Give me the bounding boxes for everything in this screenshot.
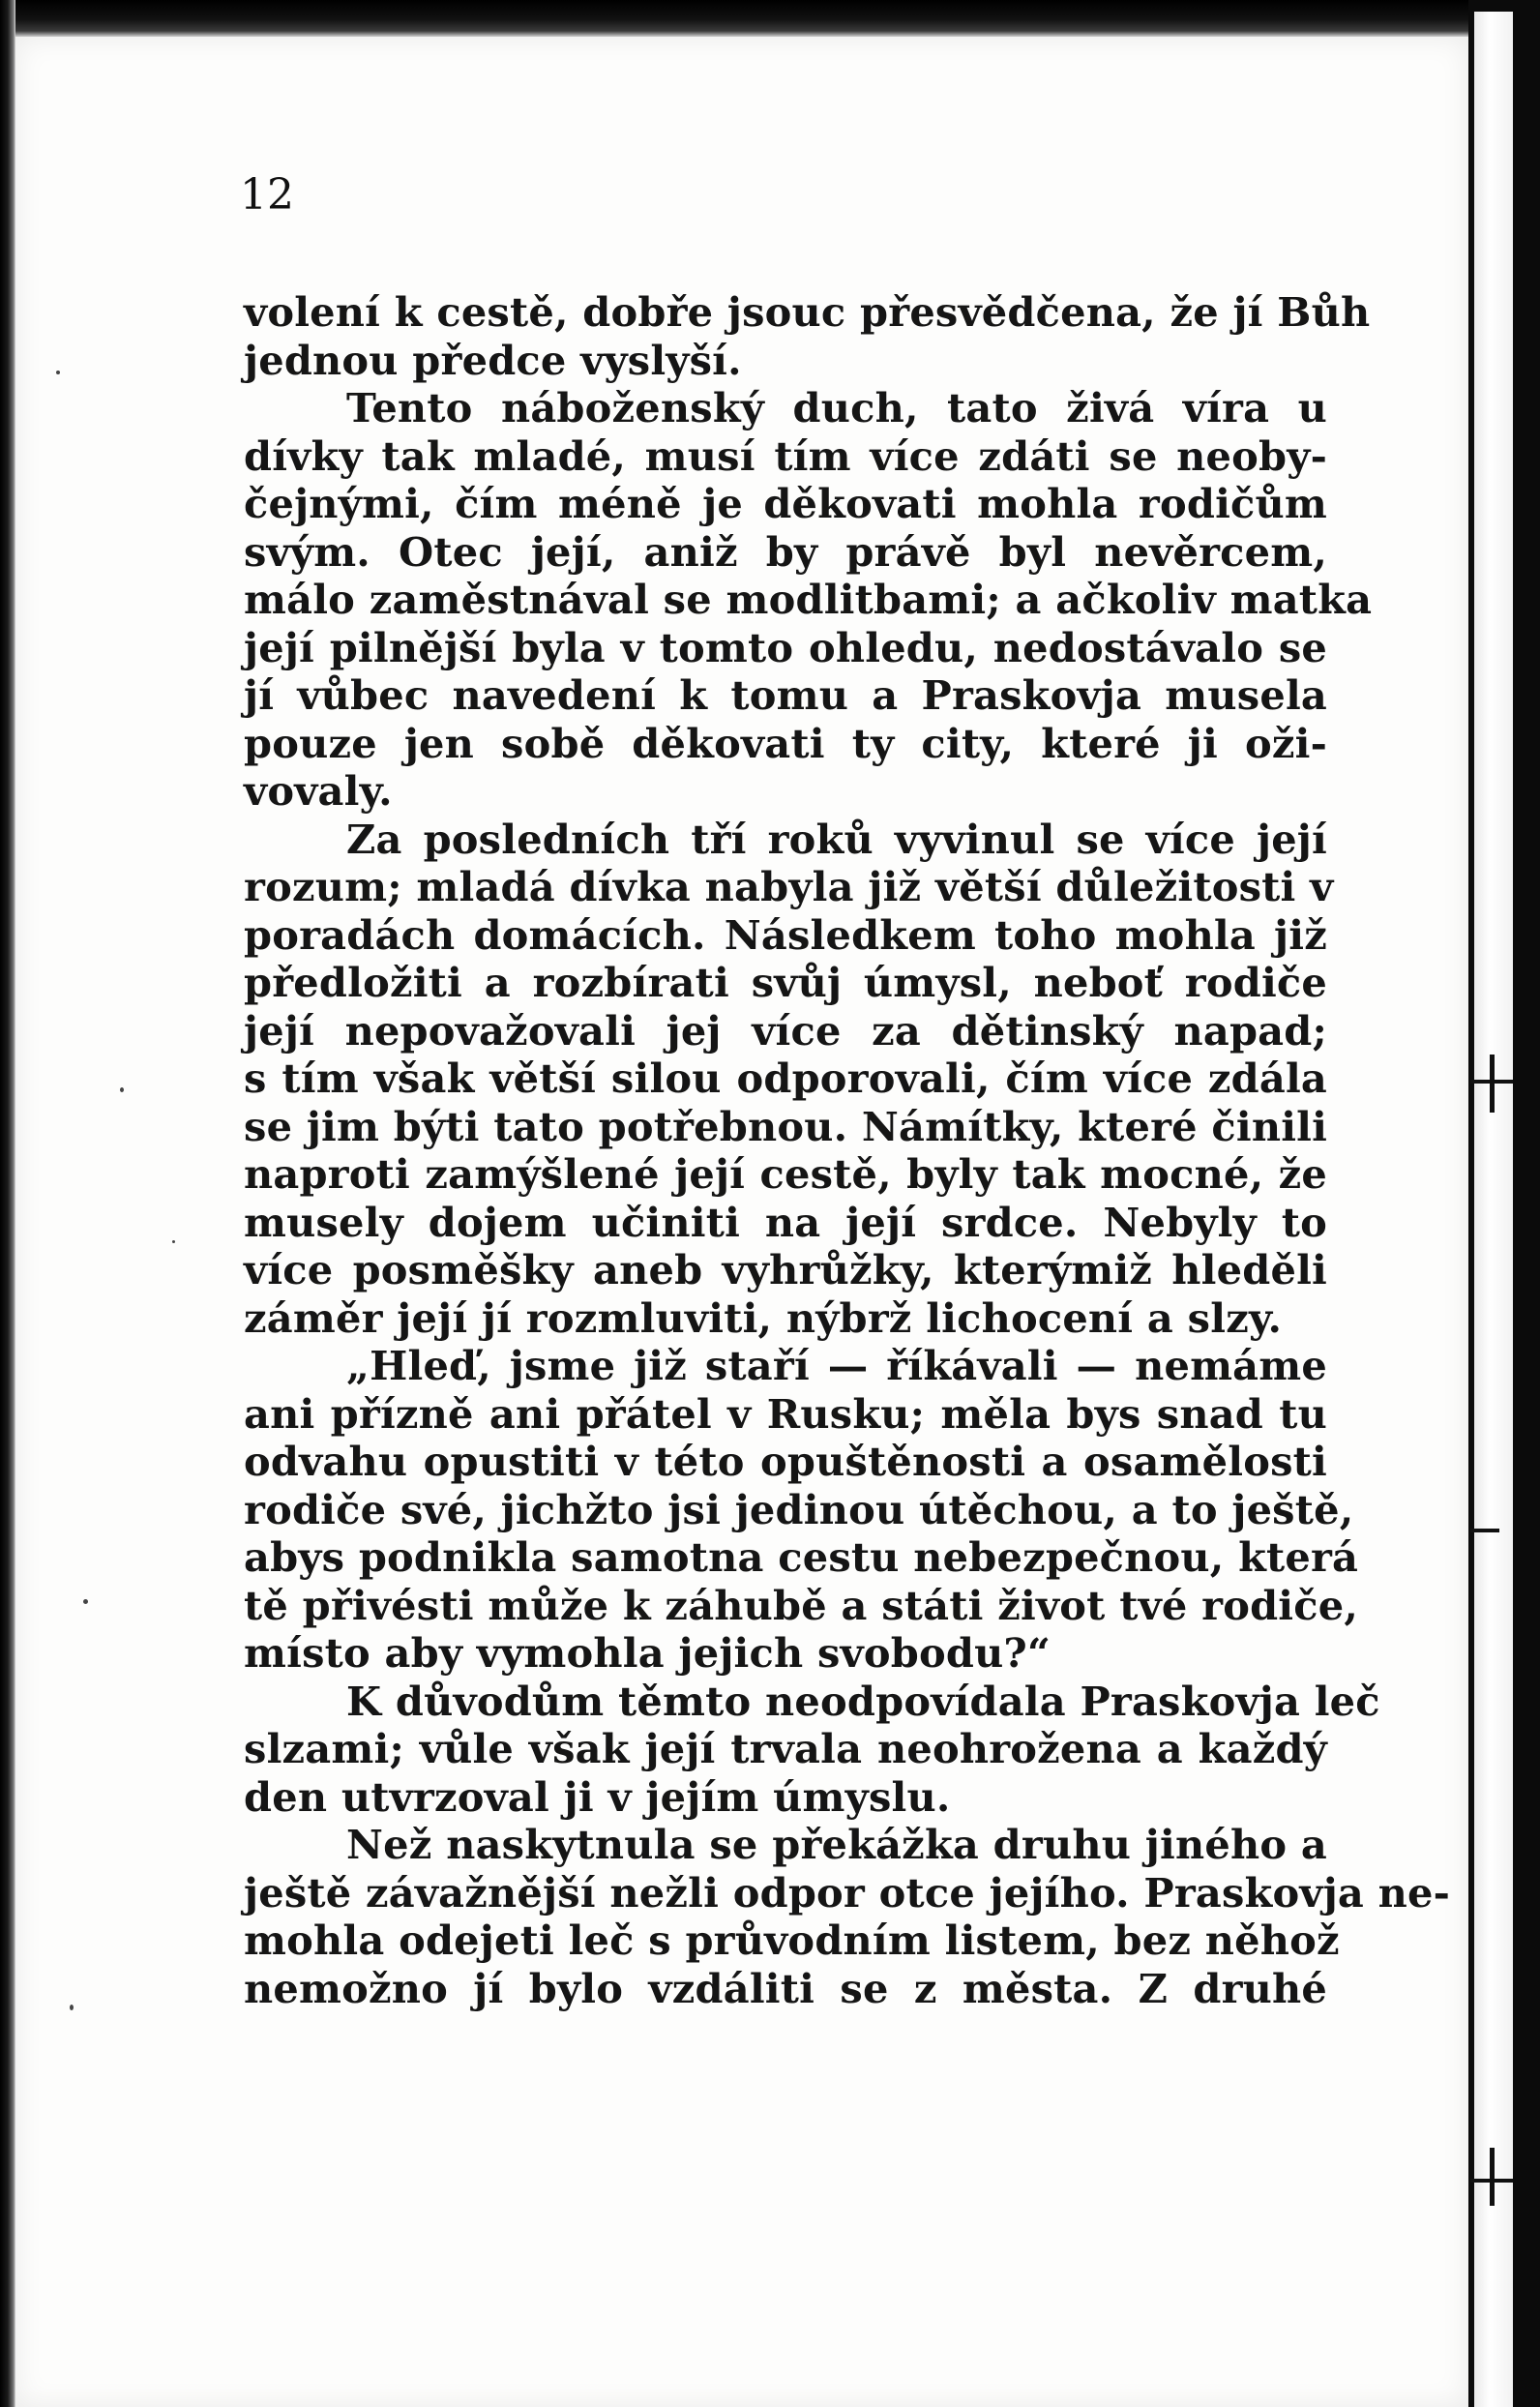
paper-speck (172, 1240, 175, 1243)
text-line: Tento náboženský duch, tato živá víra u (346, 384, 1327, 431)
page-number: 12 (240, 170, 294, 220)
text-line: pouze jen sobě děkovati ty city, které ji oži- (244, 719, 1327, 767)
text-line: jednou předce vyslyší. (244, 336, 742, 384)
text-line: tě přivésti může k záhubě a státi život tvé rodiče, (244, 1581, 1358, 1629)
text-line: abys podnikla samotna cestu nebezpečnou, která (244, 1533, 1359, 1581)
text-line: více posměšky aneb vyhrůžky, kterýmiž hleděli (244, 1246, 1327, 1293)
edge-mark (1490, 2148, 1495, 2206)
text-line: rodiče své, jichžto jsi jedinou útěchou, a to ještě, (244, 1485, 1354, 1533)
text-line: nemožno jí bylo vzdáliti se z města. Z druhé (244, 1964, 1327, 2012)
text-line: Za posledních tří roků vyvinul se více její (346, 815, 1327, 863)
text-line: Než naskytnula se překážka druhu jiného a (346, 1821, 1327, 1868)
paper-speck (83, 1599, 88, 1604)
text-line: záměr její jí rozmluviti, nýbrž lichocení a slzy. (244, 1293, 1283, 1342)
text-line: s tím však větší silou odporovali, čím více zdála (244, 1055, 1327, 1102)
text-line: naproti zamýšlené její cestě, byly tak mocné, že (244, 1150, 1327, 1198)
text-line: vovaly. (244, 767, 393, 815)
text-line: mohla odejeti leč s průvodním listem, bez něhož (244, 1917, 1340, 1964)
text-line: den utvrzoval ji v jejím úmyslu. (244, 1772, 951, 1821)
text-line: svým. Otec její, aniž by právě byl nevěrcem, (244, 527, 1327, 576)
text-line: musely dojem učiniti na její srdce. Nebyly to (244, 1198, 1327, 1246)
text-line: jí vůbec navedení k tomu a Praskovja musela (244, 671, 1327, 719)
paper-speck (120, 1087, 124, 1092)
text-line: její nepovažovali jej více za dětinský napad; (244, 1006, 1327, 1055)
body-text (244, 288, 1451, 2012)
text-line: ještě závažnější nežli odpor otce jejího. Praskovja ne- (244, 1868, 1451, 1917)
scan-border-left (0, 0, 15, 2407)
text-line: ani přízně ani přátel v Rusku; měla bys snad tu (244, 1389, 1327, 1438)
text-line: se jim býti tato potřebnou. Námítky, které činili (244, 1102, 1328, 1150)
text-line: čejnými, čím méně je děkovati mohla rodičům (244, 480, 1327, 527)
text-line: místo aby vymohla jejich svobodu?“ (244, 1629, 1051, 1677)
text-line: K důvodům těmto neodpovídala Praskovja leč (346, 1677, 1380, 1725)
text-line: slzami; vůle však její trvala neohrožena a každý (244, 1725, 1327, 1772)
paper-speck (70, 2005, 74, 2010)
text-line: poradách domácích. Následkem toho mohla již (244, 910, 1327, 959)
edge-mark (1490, 1055, 1495, 1113)
text-line: volení k cestě, dobře jsouc přesvědčena, že jí Bůh (244, 288, 1371, 336)
text-line: odvahu opustiti v této opuštěnosti a osamělosti (244, 1438, 1327, 1485)
next-page-edge (1474, 12, 1513, 2407)
text-line: rozum; mladá dívka nabyla již větší důležitosti v (244, 863, 1334, 910)
text-line: její pilnější byla v tomto ohledu, nedostávalo se (244, 623, 1327, 671)
scan-border-top (0, 0, 1540, 37)
text-line: dívky tak mladé, musí tím více zdáti se neoby- (244, 431, 1327, 480)
text-line: předložiti a rozbírati svůj úmysl, neboť rodiče (244, 959, 1327, 1006)
paper-speck (56, 371, 60, 374)
text-line: „Hleď, jsme již staří — říkávali — nemáme (346, 1342, 1327, 1389)
text-line: málo zaměstnával se modlitbami; a ačkoliv matka (244, 576, 1373, 623)
edge-mark (1470, 1529, 1499, 1532)
